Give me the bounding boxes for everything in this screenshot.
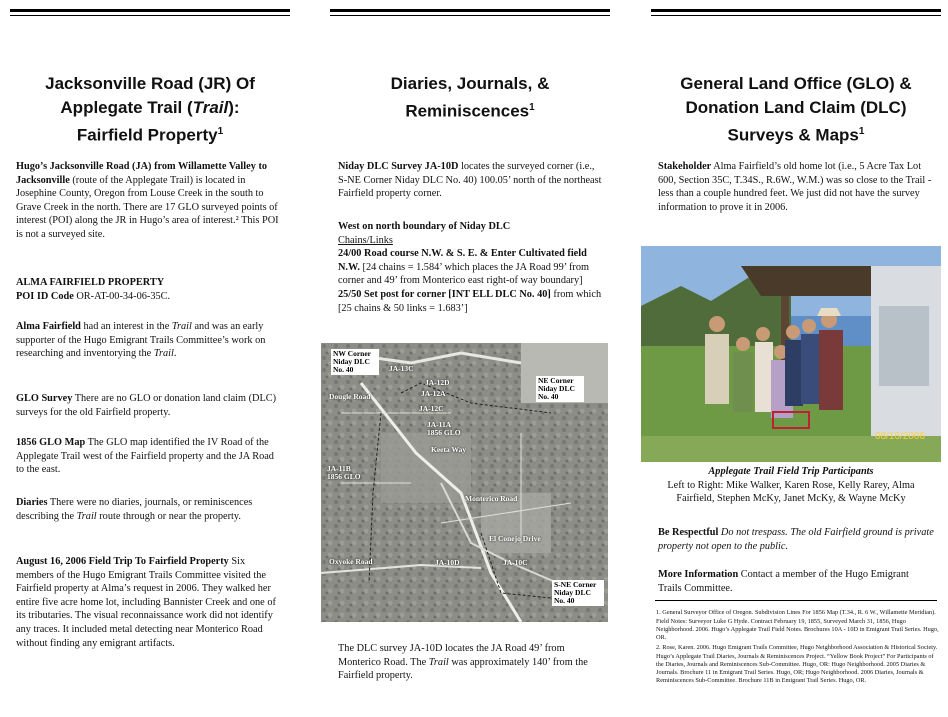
col1-top-rule-thin [10, 15, 290, 16]
footnote-rule [655, 600, 937, 601]
map-tag: JA-12A [421, 389, 446, 398]
map-tag: El Conejo Drive [489, 534, 541, 543]
footnote-2: 2. Rose, Karen. 2006. Hugo Emigrant Trails Committee, Hugo Neighborhood Association & Historical Society. Hugo’s Applegate Trail Diaries, Journals & Reminiscences Project. “Yellow Book Project” For Participants of the Diaries, Journals and Reminiscences Sub-Committee. Hugo, OR: Hugo Neighborhood. 2005 Diaries & Journals. Brochure 11 in Emigrant Trail Series. Hugo, OR; Hugo Neighborhood. 2006 Diaries, Journals & Reminiscences Sub-Committee. Brochure 11B in Emigrant Trail Series. Hugo, OR. [656, 644, 938, 685]
col2-boundary-heading: West on north boundary of Niday DLC Chains/Links 24/00 Road course N.W. & S. E. & Enter Cultivated field N.W. [24 chains = 1.584’ which places the JA Road 99’ from corner and 49’ from Monterico east right-of way boundary] 25/50 Set post for corner [INT ELL DLC No. 40] from which [25 chains & 50 links = 1.683’] [338, 221, 602, 314]
col1-paragraph-field-trip: August 16, 2006 Field Trip To Fairfield Property Six members of the Hugo Emigrant Trails Committee visited the Fairfield property at Alma’s request in 2006. They walked her entire five acre home lot, including Bannister Creek and one of its tributaries. The visual reconnaissance work did not identify any traces. It included metal detecting near Monterico Road without finding any emigrant artifacts. [16, 556, 276, 649]
col2-top-rule-thin [330, 15, 610, 16]
map-tag: JA-10C [503, 558, 528, 567]
map-tag: Monterico Road [465, 494, 518, 503]
col1-paragraph-glo-map: 1856 GLO Map The GLO map identified the IV Road of the Applegate Trail west of the Fairfield property and the JA Road to the east. [16, 437, 274, 476]
footnote-1: 1. General Surveyor Office of Oregon. Subdivision Lines For 1856 Map (T.34., R. 6 W., Willamette Meridian). Field Notes: Surveyor Luke G Hyde. Contract February 19, 1855, Surveyed March 31, 1856, Hugo Neighborhood. 2006. Hugo’s Applegate Trail Field Notes. Brochures 10A - 10D in Emigrant Trail Series. Hugo, OR. [656, 609, 939, 641]
map-tag: JA-10D [435, 558, 460, 567]
col1-paragraph-route: Hugo’s Jacksonville Road (JA) from Willamette Valley to Jacksonville (route of the Applegate Trail) is located in Josephine County, Oregon from Louse Creek in the south to Grave Creek in the north. There are 17 GLO surveyed points of interest (POI) along the JR in Hugo’s area of interest.² This POI is not a surveyed site. [16, 161, 279, 240]
map-tag: Oxyoke Road [329, 557, 373, 566]
map-label-sne-corner: S-NE Corner Niday DLC No. 40 [552, 580, 604, 606]
col3-top-rule-thin [651, 15, 941, 16]
photo-date-stamp: 08/16/2006 [874, 431, 925, 442]
map-label-ne-corner: NE Corner Niday DLC No. 40 [536, 376, 584, 402]
map-tag: JA-11A 1856 GLO [427, 420, 461, 437]
col2-title: Diaries, Journals, & Reminiscences$^1$ [390, 74, 550, 121]
group-photo [641, 246, 941, 462]
col3-top-rule [651, 9, 941, 12]
col1-paragraph-glo-survey: GLO Survey There are no GLO or donation land claim (DLC) surveys for the old Fairfield property. [16, 393, 277, 418]
photo-caption: Applegate Trail Field Trip Participants Left to Right: Mike Walker, Karen Rose, Kelly Rarey, Alma Fairfield, Stephen McKy, Janet McKy, & Wayne McKy [667, 466, 915, 505]
col2-paragraph-niday: Niday DLC Survey JA-10D locates the surveyed corner (i.e., S-NE Corner Niday DLC No. 40) 100.05’ north of the northeast Fairfield property corner. [338, 161, 602, 200]
map-tag: JA-12D [425, 378, 450, 387]
col2-paragraph-summary: The DLC survey JA-10D locates the JA Road 49’ from Monterico Road. The Trail was approximately 140’ from the Fairfield property. [338, 643, 588, 682]
col3-paragraph-respectful: Be Respectful Do not trespass. The old Fairfield ground is private property not open to the public. [658, 527, 934, 552]
aerial-survey-map [321, 343, 608, 622]
col1-title: Jacksonville Road (JR) Of Applegate Trail (Trail): Fairfield Property$^1$ [45, 74, 255, 145]
col2-top-rule [330, 9, 610, 12]
map-tag: JA-11B 1856 GLO [327, 464, 361, 481]
col1-poi-heading: ALMA FAIRFIELD PROPERTY POI ID Code OR-AT-00-34-06-35C. [16, 277, 171, 302]
col1-paragraph-diaries: Diaries There were no diaries, journals, or reminiscences describing the Trail route through or near the property. [16, 497, 253, 522]
map-tag: Keeta Way [431, 445, 467, 454]
col3-paragraph-more-info: More Information Contact a member of the Hugo Emigrant Trails Committee. [658, 569, 909, 594]
col1-top-rule [10, 9, 290, 12]
col3-title: General Land Office (GLO) & Donation Land Claim (DLC) Surveys & Maps$^1$ [680, 74, 912, 145]
map-tag: JA-12C [419, 404, 444, 413]
group-photo-graphic [641, 246, 941, 462]
map-tag: JA-13C [389, 364, 414, 373]
col1-paragraph-alma: Alma Fairfield had an interest in the Trail and was an early supporter of the Hugo Emigrant Trails Committee’s work on researching and inventorying the Trail. [16, 321, 266, 360]
map-tag: Dougle Road [329, 392, 371, 401]
col3-paragraph-stakeholder: Stakeholder Alma Fairfield’s old home lot (i.e., 5 Acre Tax Lot 600, Section 35C, T.34S., R.6W., W.M.) was so close to the Trail - less than a couple hundred feet. We just did not have the survey information to prove it in 2006. [658, 161, 932, 213]
map-label-nw-corner: NW Corner Niday DLC No. 40 [331, 349, 379, 375]
